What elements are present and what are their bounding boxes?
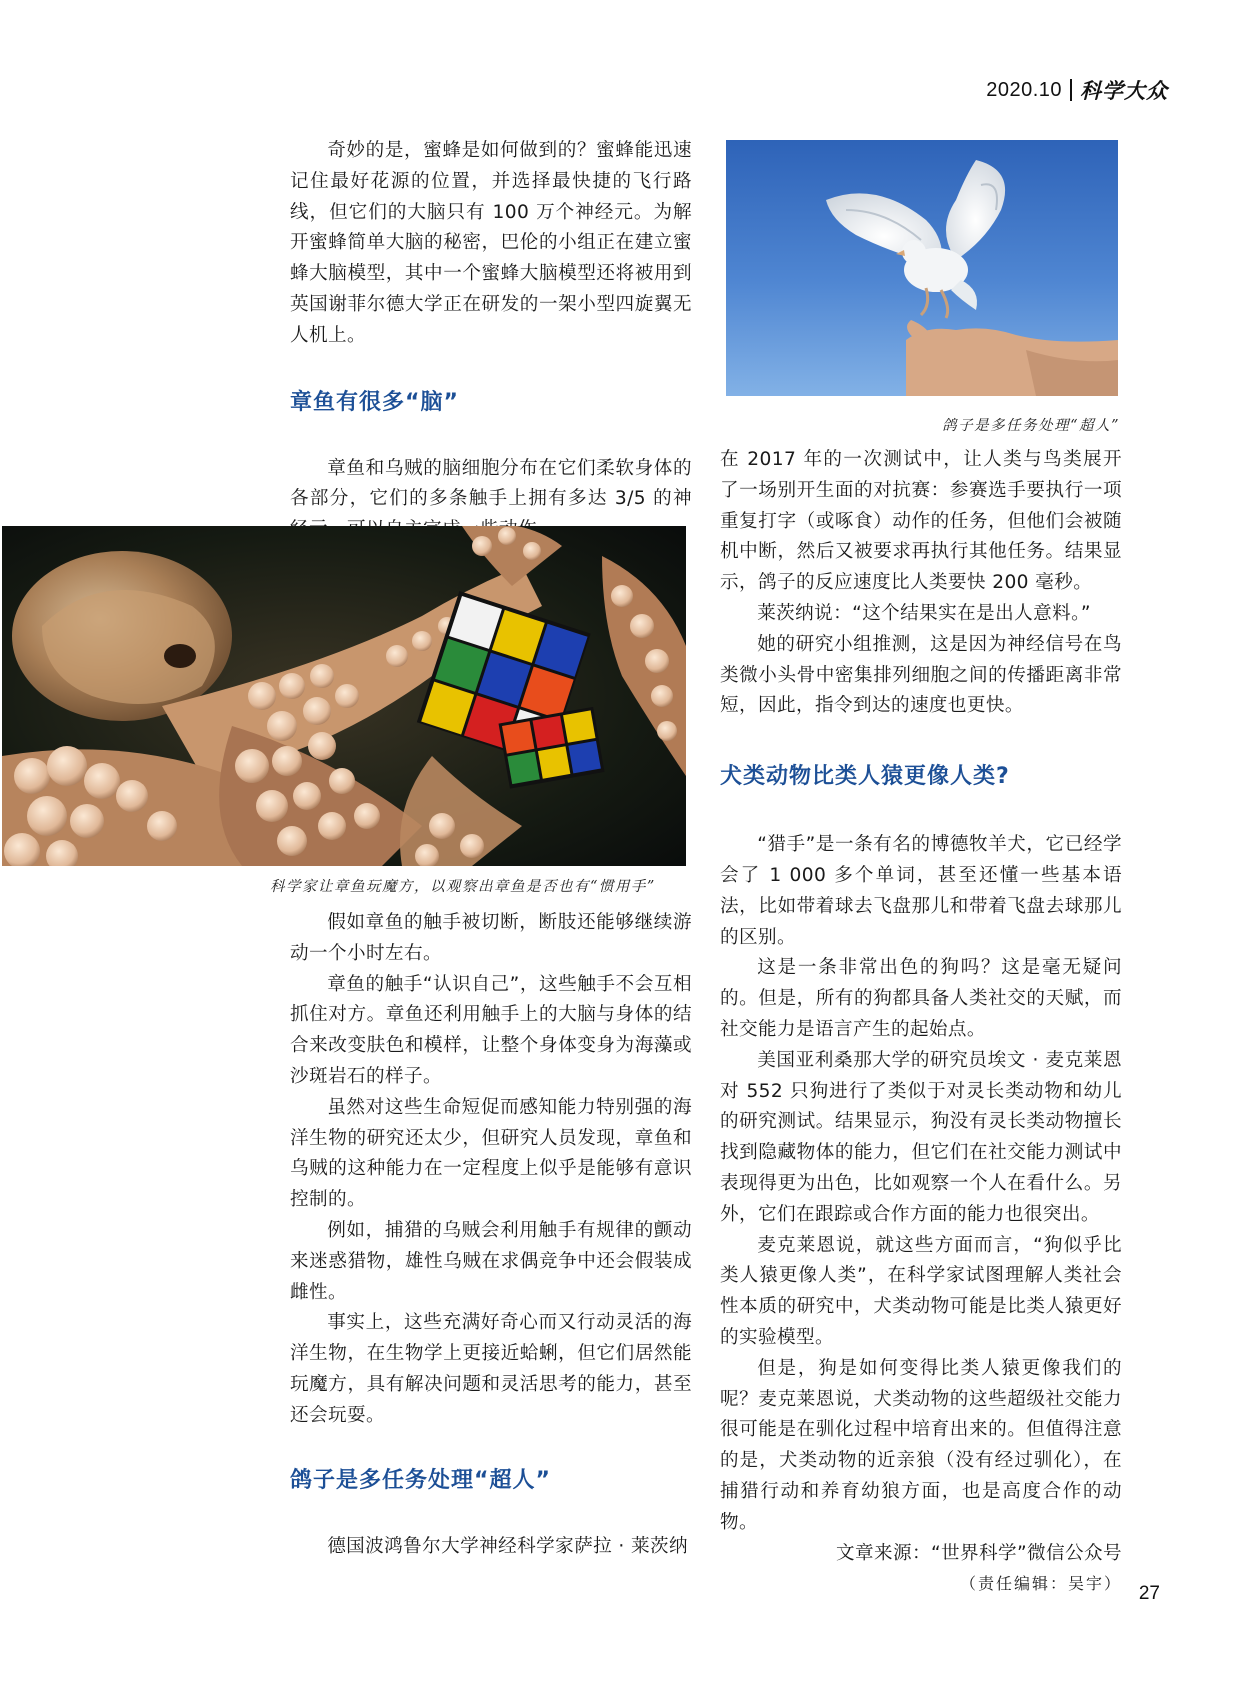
heading-dog: 犬类动物比类人猿更像人类? [720,764,1010,790]
paragraph-dog-3: 美国亚利桑那大学的研究员埃文 · 麦克莱恩对 552 只狗进行了类似于对灵长类动物和幼儿的研究测试。结果显示，狗没有灵长类动物擅长找到隐藏物体的能力，但它们在社交能力测试中表现得更为出色，比如观察一个人在看什么。另外，它们在跟踪或合作方面的能力也很突出。 [720,1049,1122,1225]
paragraph-octopus-4: 虽然对这些生命短促而感知能力特别强的海洋生物的研究还太少，但研究人员发现，章鱼和乌贼的这种能力在一定程度上似乎是能够有意识控制的。 [290,1096,692,1211]
heading-pigeon: 鸽子是多任务处理“超人” [290,1467,551,1493]
pigeon-illustration [726,140,1118,396]
issue-date: 2020.10 [986,78,1062,101]
paragraph-octopus-2: 假如章鱼的触手被切断，断肢还能够继续游动一个小时左右。 [290,912,692,964]
paragraph-octopus-3: 章鱼的触手“认识自己”，这些触手不会互相抓住对方。章鱼还利用触手上的大脑与身体的结合来改变肤色和模样，让整个身体变身为海藻或沙斑岩石的样子。 [290,973,692,1087]
octopus-illustration [2,526,686,866]
paragraph-dog-4: 麦克莱恩说，就这些方面而言，“狗似乎比类人猿更像人类”，在科学家试图理解人类社会性本质的研究中，犬类动物可能是比类人猿更好的实验模型。 [720,1234,1122,1348]
left-column-bottom [290,908,692,1562]
page-header [986,70,1168,110]
octopus-photo-caption: 科学家让章鱼玩魔方，以观察出章鱼是否也有“惯用手” [270,879,656,895]
paragraph-intro: 奇妙的是，蜜蜂是如何做到的？蜜蜂能迅速记住最好花源的位置，并选择最快捷的飞行路线，但它们的大脑只有 100 万个神经元。为解开蜜蜂简单大脑的秘密，巴伦的小组正在建立蜜蜂大脑模型，其中一个蜜蜂大脑模型还将被用到英国谢菲尔德大学正在研发的一架小型四旋翼无人机上。 [290,140,692,346]
paragraph-octopus-5: 例如，捕猎的乌贼会利用触手有规律的颤动来迷惑猎物，雄性乌贼在求偶竞争中还会假装成雌性。 [290,1219,692,1303]
pigeon-photo [726,140,1118,396]
paragraph-pigeon-1: 德国波鸿鲁尔大学神经科学家萨拉 · 莱茨纳 [327,1535,689,1557]
paragraph-pigeon-3: 莱茨纳说：“这个结果实在是出人意料。” [757,602,1091,624]
paragraph-dog-1: “猎手”是一条有名的博德牧羊犬，它已经学会了 1 000 多个单词，甚至还懂一些基本语法，比如带着球去飞盘那儿和带着飞盘去球那儿的区别。 [720,834,1122,948]
paragraph-dog-2: 这是一条非常出色的狗吗？这是毫无疑问的。但是，所有的狗都具备人类社交的天赋，而社交能力是语言产生的起始点。 [720,957,1122,1040]
header-divider [1070,79,1072,101]
heading-octopus: 章鱼有很多“脑” [290,389,459,415]
article-source: 文章来源：“世界科学”微信公众号 [836,1542,1122,1564]
paragraph-pigeon-4: 她的研究小组推测，这是因为神经信号在鸟类微小头骨中密集排列细胞之间的传播距离非常短，因此，指令到达的速度也更快。 [720,633,1122,717]
paragraph-pigeon-2: 在 2017 年的一次测试中，让人类与鸟类展开了一场别开生面的对抗赛：参赛选手要执行一项重复打字（或啄食）动作的任务，但他们会被随机中断，然后又被要求再执行其他任务。结果显示，鸽子的反应速度比人类要快 200 毫秒。 [720,449,1122,594]
right-column [720,445,1122,1600]
left-column-top [290,136,692,546]
octopus-rubiks-photo [2,526,686,866]
editor-credit: （责任编辑：吴宇） [959,1574,1122,1594]
paragraph-octopus-1: 章鱼和乌贼的脑细胞分布在它们柔软身体的各部分，它们的多条触手上拥有多达 3/5 的神 [290,457,692,510]
magazine-name: 科学大众 [1080,78,1168,103]
page-number: 27 [1138,1583,1160,1604]
paragraph-octopus-6: 事实上，这些充满好奇心而又行动灵活的海洋生物，在生物学上更接近蛤蜊，但它们居然能玩魔方，具有解决问题和灵活思考的能力，甚至还会玩耍。 [290,1312,692,1426]
paragraph-dog-5: 但是，狗是如何变得比类人猿更像我们的呢？麦克莱恩说，犬类动物的这些超级社交能力很可能是在驯化过程中培育出来的。但值得注意的是，犬类动物的近亲狼（没有经过驯化），在捕猎行动和养育幼狼方面，也是高度合作的动物。 [720,1357,1122,1533]
pigeon-photo-caption: 鸽子是多任务处理“超人” [942,418,1120,434]
